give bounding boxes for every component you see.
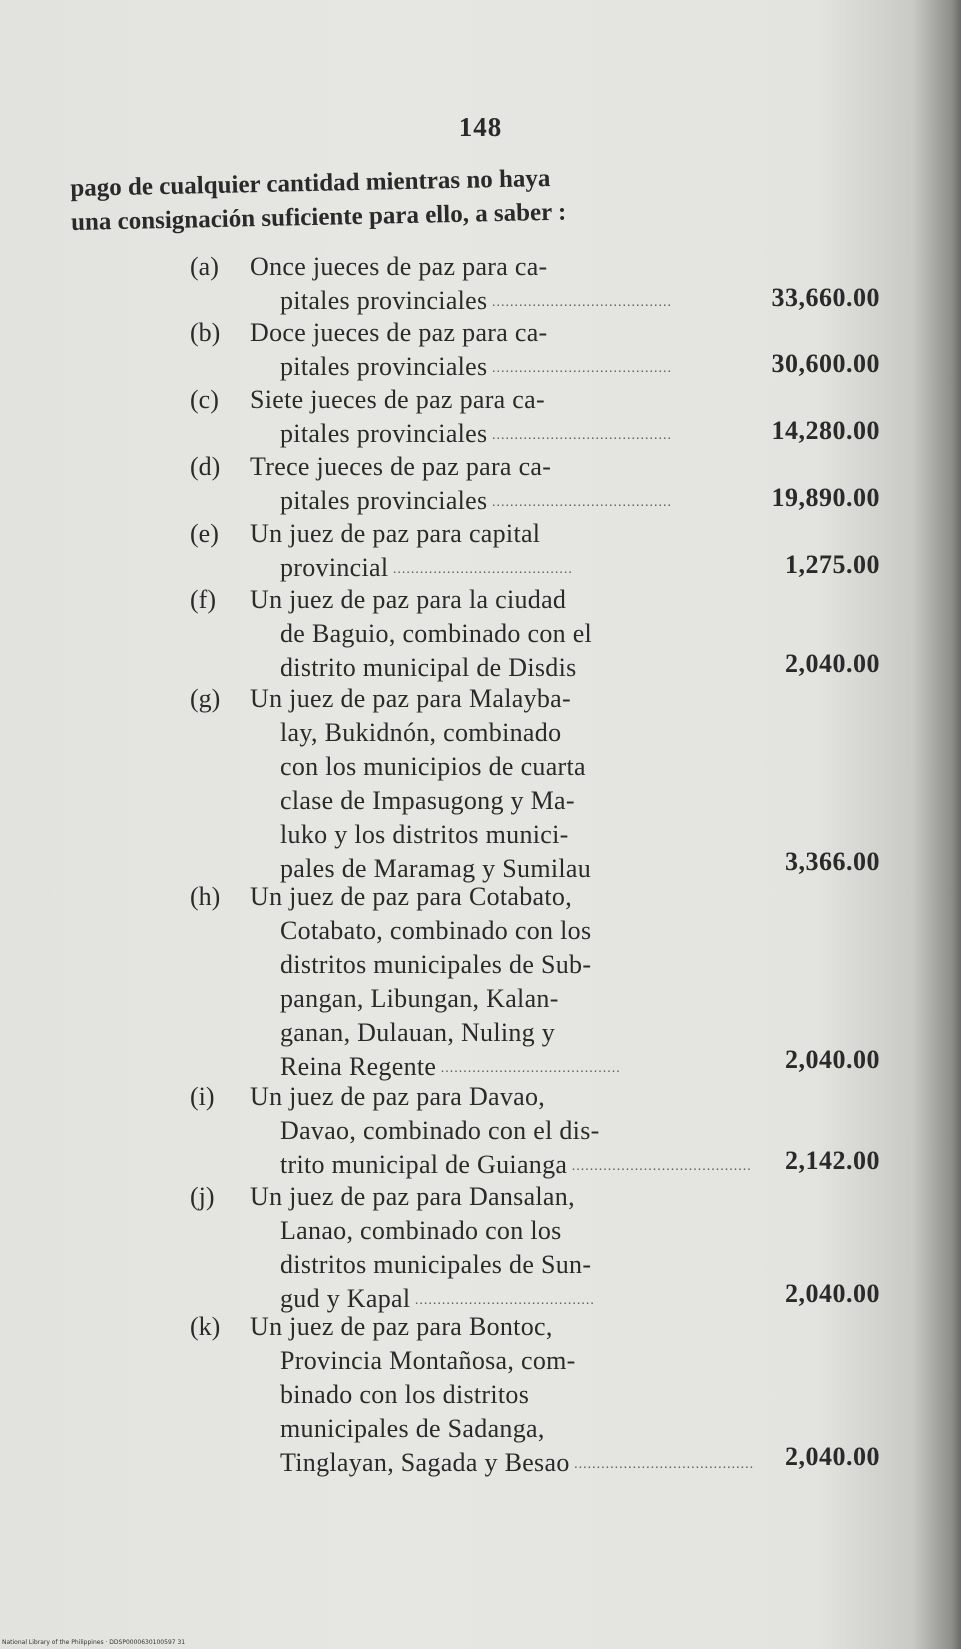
item-description-text: Provincia Montañosa, com- xyxy=(280,1346,576,1375)
item-description-line xyxy=(250,880,680,914)
dot-leader: ........................................ xyxy=(388,562,573,578)
item-amount: 2,040.00 xyxy=(785,1442,880,1471)
item-amount: 30,600.00 xyxy=(771,349,880,378)
item-description-line xyxy=(250,551,680,587)
intro-line: pago de cualquier cantidad mientras no haya xyxy=(70,164,551,202)
item-description-text: clase de Impasugong y Ma- xyxy=(280,786,575,815)
item-description-text: Reina Regente xyxy=(280,1052,437,1081)
item-description xyxy=(250,1310,755,1482)
item-description xyxy=(250,517,680,587)
page-number: 148 xyxy=(458,112,503,142)
item-description-text: Lanao, combinado con los xyxy=(280,1216,562,1245)
item-description-text: pales de Maramag y Sumilau xyxy=(280,854,592,883)
item-description-text: Un juez de paz para Dansalan, xyxy=(250,1182,575,1211)
item-description-line xyxy=(250,417,680,453)
item-description-line xyxy=(250,1412,680,1446)
item-description-text: Un juez de paz para la ciudad xyxy=(250,585,567,614)
item-description-line xyxy=(250,484,680,520)
dot-leader: ........................................ xyxy=(487,428,672,444)
item-description xyxy=(250,1180,680,1318)
item-description-text: distritos municipales de Sun- xyxy=(280,1250,592,1279)
item-description xyxy=(250,583,680,685)
item-description-line xyxy=(250,350,680,386)
item-description-line xyxy=(250,1378,680,1412)
item-description-line xyxy=(250,784,680,818)
item-amount: 3,366.00 xyxy=(785,847,880,876)
footer-credit: National Library of the Philippines · DDSP0000630100597 31 xyxy=(2,1639,186,1646)
item-amount: 2,040.00 xyxy=(785,1045,880,1074)
item-description-text: Siete jueces de paz para ca- xyxy=(250,385,545,414)
item-description-line xyxy=(250,1248,680,1282)
item-description-text: distritos municipales de Sub- xyxy=(280,950,592,979)
item-description-text: ganan, Dulauan, Nuling y xyxy=(280,1018,556,1047)
item-letter: (d) xyxy=(190,452,221,481)
item-description xyxy=(250,250,680,320)
item-letter: (e) xyxy=(190,519,219,548)
item-amount: 14,280.00 xyxy=(771,416,880,445)
item-description-text: binado con los distritos xyxy=(280,1380,530,1409)
dot-leader: ........................................ xyxy=(567,1159,752,1175)
item-letter: (f) xyxy=(190,585,216,614)
item-description-line xyxy=(250,1148,752,1184)
item-description-text: luko y los distritos munici- xyxy=(280,820,569,849)
item-description-line xyxy=(250,1114,680,1148)
item-amount: 19,890.00 xyxy=(771,483,880,512)
item-description-line xyxy=(250,982,680,1016)
item-description-text: con los municipios de cuarta xyxy=(280,752,586,781)
item-description xyxy=(250,880,680,1086)
item-description-text: pitales provinciales xyxy=(280,486,488,515)
item-description-line xyxy=(250,1310,680,1344)
item-description-line xyxy=(250,1214,680,1248)
item-description-line xyxy=(250,1446,755,1482)
item-description xyxy=(250,682,680,886)
item-description-line xyxy=(250,651,680,685)
item-description-text: Un juez de paz para Malayba- xyxy=(250,684,571,713)
item-letter: (j) xyxy=(190,1182,215,1211)
item-description-line xyxy=(250,250,680,284)
item-amount: 2,142.00 xyxy=(785,1146,880,1175)
item-description-text: trito municipal de Guianga xyxy=(280,1150,568,1179)
item-description-text: Un juez de paz para capital xyxy=(250,519,541,548)
item-amount: 2,040.00 xyxy=(785,649,880,678)
item-description-line xyxy=(250,750,680,784)
item-description xyxy=(250,316,680,386)
item-description-text: Tinglayan, Sagada y Besao xyxy=(280,1448,570,1477)
item-description-text: Doce jueces de paz para ca- xyxy=(250,318,548,347)
item-description-text: Un juez de paz para Cotabato, xyxy=(250,882,573,911)
dot-leader: ........................................ xyxy=(436,1061,621,1077)
item-description-line xyxy=(250,583,680,617)
item-description-line xyxy=(250,284,680,320)
item-letter: (b) xyxy=(190,318,221,347)
dot-leader: ........................................ xyxy=(487,295,672,311)
dot-leader: ........................................ xyxy=(410,1293,595,1309)
item-description-line xyxy=(250,682,680,716)
item-description-text: Davao, combinado con el dis- xyxy=(280,1116,600,1145)
dot-leader: ........................................ xyxy=(487,361,672,377)
item-description-text: pitales provinciales xyxy=(280,352,488,381)
item-description-text: pitales provinciales xyxy=(280,286,488,315)
item-description-text: gud y Kapal xyxy=(280,1284,411,1313)
item-description-text: Cotabato, combinado con los xyxy=(280,916,592,945)
item-description-line xyxy=(250,1080,680,1114)
item-description xyxy=(250,450,680,520)
item-description-text: de Baguio, combinado con el xyxy=(280,619,593,648)
item-description-line xyxy=(250,383,680,417)
dot-leader: ........................................ xyxy=(487,495,672,511)
item-description-line xyxy=(250,450,680,484)
item-description-line xyxy=(250,1180,680,1214)
item-amount: 2,040.00 xyxy=(785,1279,880,1308)
item-description xyxy=(250,383,680,453)
item-description-line xyxy=(250,818,680,852)
item-letter: (a) xyxy=(190,252,219,281)
item-description-text: distrito municipal de Disdis xyxy=(280,653,577,682)
item-amount: 1,275.00 xyxy=(785,550,880,579)
item-amount: 33,660.00 xyxy=(771,283,880,312)
intro-line: una consignación suficiente para ello, a saber : xyxy=(70,198,567,236)
item-letter: (g) xyxy=(190,684,221,713)
item-description xyxy=(250,1080,752,1184)
item-description-text: lay, Bukidnón, combinado xyxy=(280,718,562,747)
item-description-line xyxy=(250,948,680,982)
item-description-text: Once jueces de paz para ca- xyxy=(250,252,548,281)
item-letter: (h) xyxy=(190,882,221,911)
intro-paragraph xyxy=(70,159,681,240)
item-description-line xyxy=(250,617,680,651)
item-description-line xyxy=(250,914,680,948)
item-description-text: pangan, Libungan, Kalan- xyxy=(280,984,559,1013)
item-description-line xyxy=(250,316,680,350)
item-letter: (i) xyxy=(190,1082,215,1111)
item-letter: (c) xyxy=(190,385,219,414)
dot-leader: ........................................ xyxy=(569,1457,755,1473)
item-description-line xyxy=(250,1344,680,1378)
item-description-text: Trece jueces de paz para ca- xyxy=(250,452,552,481)
item-description-line xyxy=(250,716,680,750)
item-description-text: pitales provinciales xyxy=(280,419,488,448)
item-description-line xyxy=(250,517,680,551)
item-description-text: Un juez de paz para Davao, xyxy=(250,1082,546,1111)
item-description-text: municipales de Sadanga, xyxy=(280,1414,545,1443)
item-letter: (k) xyxy=(190,1312,221,1341)
item-description-line xyxy=(250,1016,680,1050)
item-description-text: Un juez de paz para Bontoc, xyxy=(250,1312,553,1341)
item-description-text: provincial xyxy=(280,553,389,582)
